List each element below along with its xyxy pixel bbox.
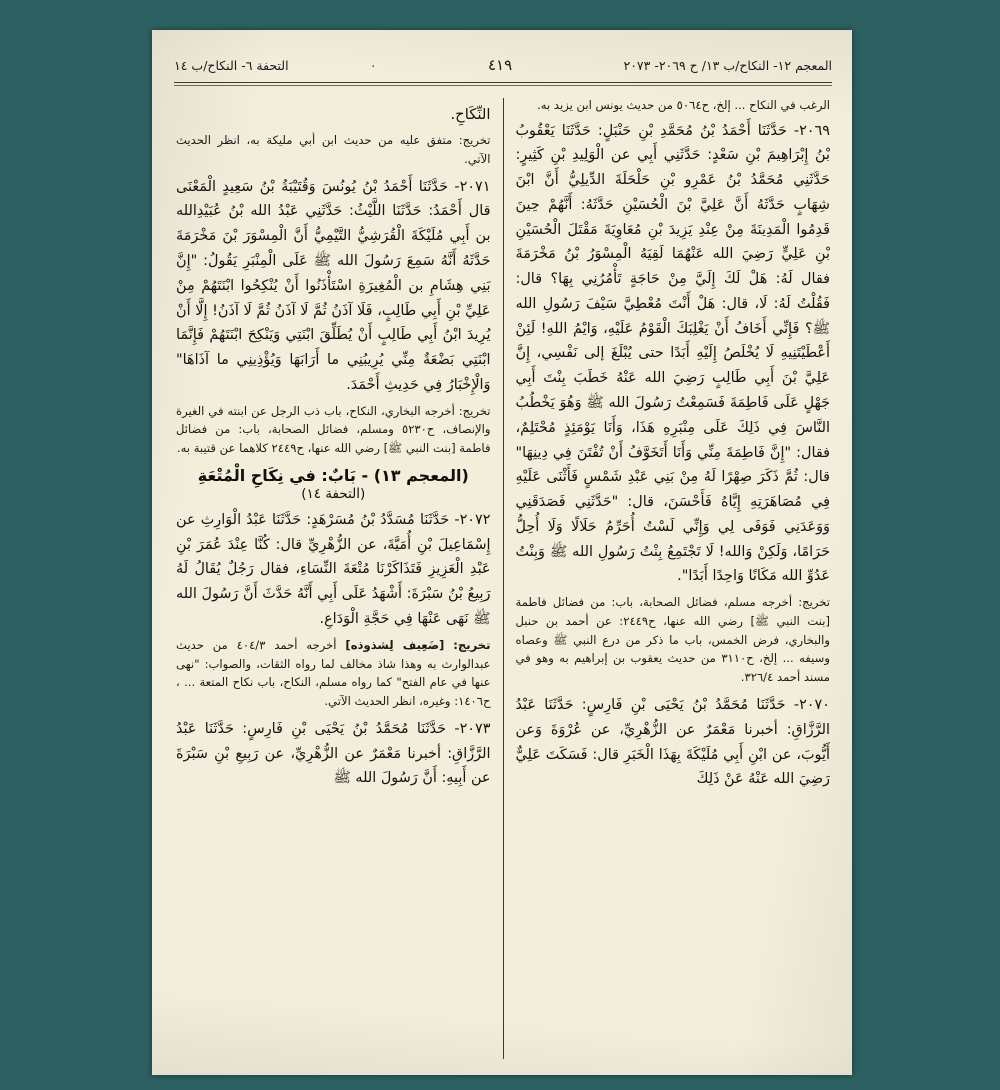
header-page-number: ٤١٩ bbox=[487, 56, 513, 74]
header-right-reference: المعجم ١٢- النكاح/ب ١٣/ ح ٢٠٦٩- ٢٠٧٣ bbox=[623, 57, 832, 73]
right-column-top-line: النِّكَاحِ. bbox=[450, 106, 491, 123]
header-left-reference: التحفة ٦- النكاح/ب ١٤ bbox=[174, 57, 289, 73]
column-divider bbox=[503, 98, 504, 1059]
page-columns bbox=[174, 96, 832, 1063]
right-column-takhrij: تخريج: أخرجه البخاري، النكاح، باب ذب الرجل عن ابنته في الغيرة والإنصاف، ح٥٢٣٠ ومسلم، فضائل الصحابة، باب: من فضائل فاطمة [بنت النبي ﷺ] رضي الله عنها، ح٢٤٤٩ كلاهما عن قتيبة به. bbox=[176, 403, 491, 456]
header-rule-second bbox=[174, 85, 832, 86]
hadith-2071: ٢٠٧١- حَدَّثَنَا أَحْمَدُ بْنُ يُونُسَ وَقُتَيْبَةُ بْنُ سَعِيدٍ الْمَعْنَى قال أَحْمَدُ: حَدَّثَنَا اللَّيْثُ: حَدَّثَنِي عَبْدُ الله بْنُ عُبَيْدِالله بن أَبِي مُلَيْكَةَ الْقُرَشِيُّ التَّيْمِيُّ أَنَّ الْمِسْوَرَ بْنَ مَخْرَمَةَ حَدَّثَهُ أَنَّهُ سَمِعَ رَسُولَ الله ﷺ عَلَى الْمِنْبَرِ يَقُولُ: "إِنَّ بَنِي هِشَامِ بن الْمُغِيرَةِ اسْتَأْذَنُوا أَنْ يُنْكِحُوا ابْنَتَهُمْ مِنْ عَلِيِّ بْنِ أَبِي طَالِبٍ، فَلَا آذَنُ ثُمَّ لَا آذَنُ ثُمَّ لَا آذَنُ! إِلَّا أَنْ يُرِيدَ ابْنُ أَبِي طَالِبٍ أَنْ يُطَلِّقَ ابْنَتِي وَيَنْكِحَ ابْنَتَهُمْ فَإِنَّمَا ابْنَتِي بَضْعَةٌ مِنِّي يُرِيبُنِي ما أَرَابَهَا وَيُؤْذِينِي ما آذَاهَا" وَالْإِخْبَارُ فِي حَدِيثِ أَحْمَدَ. bbox=[176, 178, 491, 393]
running-header bbox=[174, 52, 832, 78]
hadith-2072: ٢٠٧٢- حَدَّثَنَا مُسَدَّدُ بْنُ مُسَرْهَدٍ: حَدَّثَنَا عَبْدُ الْوَارِثِ عن إِسْمَاعِيلَ بْنِ أُمَيَّةَ، عن الزُّهْرِيِّ قال: كُنَّا عِنْدَ عُمَرَ بْنِ عَبْدِ الْعَزِيزِ فَتَذَاكَرْنَا مُتْعَةَ النِّسَاءِ، فقال رَجُلٌ يُقَالُ لَهُ رَبِيعُ بْنُ سَبْرَةَ: أَشْهَدُ عَلَى أَبِي أَنَّهُ حَدَّثَ أَنَّ رَسُولَ الله ﷺ نَهَى عَنْهَا فِي حَجَّةِ الْوَدَاعِ. bbox=[176, 511, 491, 627]
left-column-takhrij: تخريج: أخرجه مسلم، فضائل الصحابة، باب: من فضائل فاطمة [بنت النبي ﷺ] رضي الله عنها، ح٢٤٤٩: عن أحمد بن حنبل والبخاري، فرض الخمس، باب ما ذكر من درع النبي ﷺ وعصاه وسيفه ... إلخ، ح٣١١٠ من حديث يعقوب بن إبراهيم به وهو في مسند أحمد ٣٢٦/٤. bbox=[515, 595, 830, 685]
column-right bbox=[174, 96, 493, 1063]
page-content bbox=[174, 46, 832, 1063]
right-column-takhrij-2 bbox=[176, 636, 491, 711]
takhrij-grade: [ضَعِيف لِشذوذه] bbox=[345, 637, 445, 652]
takhrij-label: تخريج: bbox=[453, 637, 491, 652]
hadith-2073: ٢٠٧٣- حَدَّثَنَا مُحَمَّدُ بْنُ يَحْيَى بْنِ فَارِسٍ: حَدَّثَنَا عَبْدُ الرَّزَّاقِ: أخبرنا مَعْمَرٌ عن الزُّهْرِيِّ، عن رَبِيعِ بْنِ سَبْرَةَ عن أَبِيهِ: أَنَّ رَسُولَ الله ﷺ bbox=[176, 720, 491, 787]
book-page bbox=[152, 30, 852, 1075]
right-column-takhrij-top: تخريج: متفق عليه من حديث ابن أبي مليكة به، انظر الحديث الآتي. bbox=[176, 133, 491, 166]
header-center-dot: ٠ bbox=[369, 57, 377, 73]
chapter-heading bbox=[176, 466, 491, 485]
chapter-title-text: بَابٌ: في نِكَاحِ الْمُتْعَةِ bbox=[197, 465, 356, 485]
hadith-2069: ٢٠٦٩- حَدَّثَنَا أَحْمَدُ بْنُ مُحَمَّدِ بْنِ حَنْبَلٍ: حَدَّثَنَا يَعْقُوبُ بْنُ إِبْرَاهِيمَ بْنِ سَعْدٍ: حَدَّثَنِي أَبِي عن الْوَلِيدِ بْنِ كَثِيرٍ: حَدَّثَنِي مُحَمَّدُ بْنُ عَمْرِو بْنِ حَلْحَلَةَ الدِّيلِيُّ أَنَّ ابْنَ شِهَابٍ حَدَّثَهُ أَنَّ عَلِيَّ بْنَ الْحُسَيْنِ حَدَّثَهُ: أَنَّهُمْ حِينَ قَدِمُوا الْمَدِينَةَ مِنْ عِنْدِ يَزِيدَ بْنِ مُعَاوِيَةَ مَقْتَلَ الْحُسَيْنِ بْنِ عَلِيٍّ رَضِيَ الله عَنْهُمَا لَقِيَهُ الْمِسْوَرُ بْنُ مَخْرَمَةَ فقال لَهُ: هَلْ لَكَ إِلَيَّ مِنْ حَاجَةٍ تَأْمُرُنِي بِهَا؟ قال: فَقُلْتُ لَهُ: لَا، قال: هَلْ أَنْتَ مُعْطِيَّ سَيْفَ رَسُولِ الله ﷺ؟ فَإِنِّي أَخَافُ أَنْ يَغْلِبَكَ الْقَوْمُ عَلَيْهِ، وَايْمُ اللهِ! لَئِنْ أَعْطَيْتَنِيهِ لَا يُخْلَصُ إِلَيْهِ أَبَدًا حتى يُبْلَغَ إلى نَفْسِي، إِنَّ عَلِيَّ بْنَ أَبِي طَالِبٍ رَضِيَ الله عَنْهُ خَطَبَ بِنْتَ أَبِي جَهْلٍ عَلَى فَاطِمَةَ فَسَمِعْتُ رَسُولَ الله ﷺ وَهُوَ يَخْطُبُ النَّاسَ فِي ذَلِكَ عَلَى مِنْبَرِهِ هَذَا، وَأَنَا يَوْمَئِذٍ مُحْتَلِمٌ، فقال: "إِنَّ فَاطِمَةَ مِنِّي وَأَنَا أَتَخَوَّفُ أَنْ تُفْتَنَ فِي دِينِهَا" قال: ثُمَّ ذَكَرَ صِهْرًا لَهُ مِنْ بَنِي عَبْدِ شَمْسٍ فَأَثْنَى عَلَيْهِ فِي مُصَاهَرَتِهِ إِيَّاهُ فَأَحْسَنَ، قال: "حَدَّثَنِي فَصَدَقَنِي وَوَعَدَنِي فَوَفَى لِي وَإِنِّي لَسْتُ أُحَرِّمُ حَلَالًا وَلَا أُحِلُّ حَرَامًا، وَلَكِنْ وَالله! لَا تَجْتَمِعُ بِنْتُ رَسُولِ الله ﷺ وَبِنْتُ عَدُوِّ الله مَكَانًا وَاحِدًا أَبَدًا". bbox=[515, 122, 830, 585]
takhrij-body: أخرجه أحمد ٤٠٤/٣ من حديث عبدالوارث به وهذا شاذ مخالف لما رواه الثقات، والصواب: "نهى عنها في عام الفتح" كما رواه مسلم، النكاح، باب نكاح المتعة ... ، ح١٤٠٦: وغيره، انظر الحديث الآتي. bbox=[176, 637, 491, 709]
chapter-subtitle: (التحفة ١٤) bbox=[301, 485, 366, 502]
column-left bbox=[514, 96, 833, 1063]
header-rule bbox=[174, 82, 832, 83]
hadith-2070: ٢٠٧٠- حَدَّثَنَا مُحَمَّدُ بْنُ يَحْيَى بْنِ فَارِسٍ: حَدَّثَنَا عَبْدُ الرَّزَّاقِ: أخبرنا مَعْمَرٌ عن الزُّهْرِيِّ، عن عُرْوَةَ وَعن أَيُّوبَ، عن ابْنِ أَبِي مُلَيْكَةَ بِهَذَا الْخَبَرِ قال: فَسَكَتَ عَلِيٌّ رَضِيَ الله عَنْهُ عَنْ ذَلِكَ bbox=[515, 697, 830, 788]
chapter-number-line: (المعجم ١٣) - bbox=[361, 465, 469, 485]
left-column-top-note: الرغب في النكاح ... إلخ، ح٥٠٦٤ من حديث يونس ابن يزيد به. bbox=[537, 98, 830, 112]
